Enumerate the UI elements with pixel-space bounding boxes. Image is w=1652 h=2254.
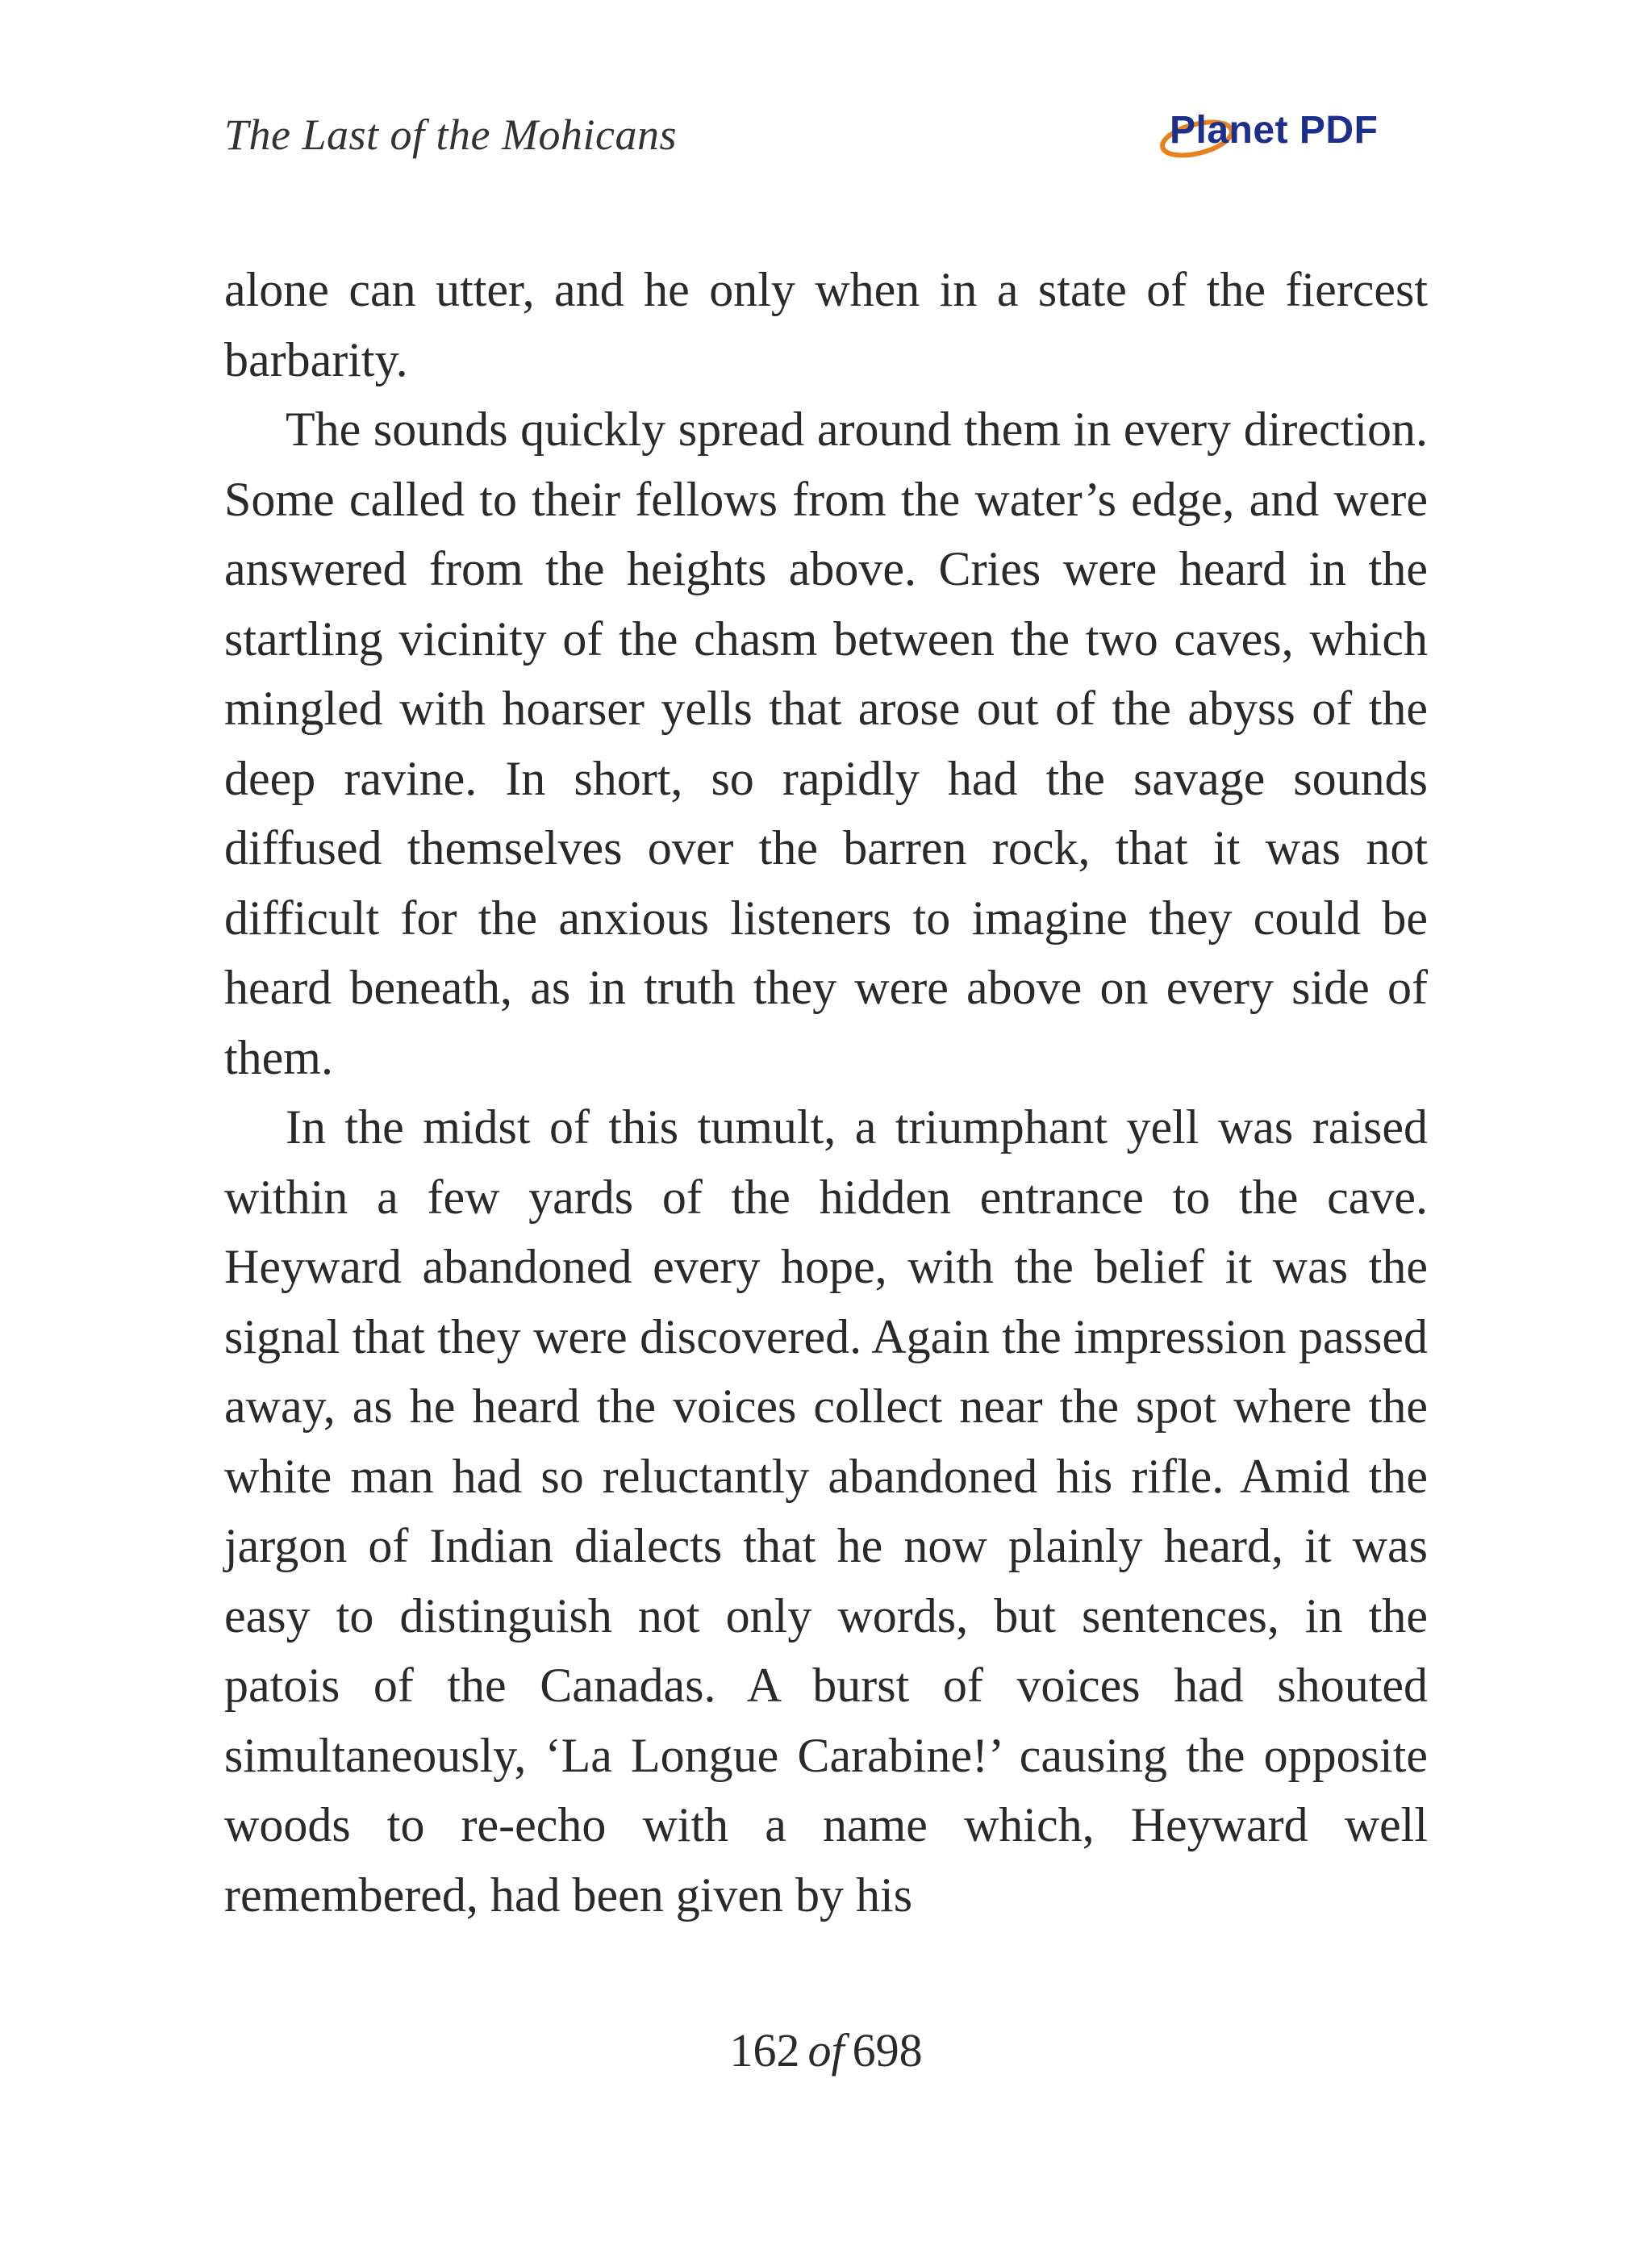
paragraph: In the midst of this tumult, a triumphant yell was raised within a few yards of the hidden entrance to the cave. Heyward abandoned every hope, with the belief it was the signal that they were discovered. Again the impression passed away, as he heard the voices collect near the spot where the white man had so reluctantly abandoned his rifle. Amid the jargon of Indian dialects that he now plainly heard, it was easy to distinguish not only words, but sentences, in the patois of the Canadas. A burst of voices had shouted simultaneously, ‘La Longue Carabine!’ causing the opposite woods to re-echo with a name which, Heyward well remembered, had been given by his	[224, 1100, 1428, 1922]
page-header	[224, 103, 1428, 176]
logo-text: Planet PDF	[1170, 109, 1379, 152]
book-title: The Last of the Mohicans	[224, 111, 677, 159]
page-of-label: of	[807, 2024, 845, 2077]
page-number	[0, 2023, 1652, 2077]
paragraph: alone can utter, and he only when in a state of the fiercest barbarity.	[224, 263, 1428, 386]
planet-pdf-logo	[1150, 103, 1416, 171]
paragraph: The sounds quickly spread around them in every direction. Some called to their fellows from the water’s edge, and were answered from the heights above. Cries were heard in the startling vicinity of the chasm between the two caves, which mingled with hoarser yells that arose out of the abyss of the deep ravine. In short, so rapidly had the savage sounds diffused themselves over the barren rock, that it was not difficult for the anxious listeners to imagine they could be heard beneath, as in truth they were above on every side of them.	[224, 403, 1428, 1084]
total-pages-number: 698	[852, 2024, 923, 2077]
current-page-number: 162	[729, 2024, 800, 2077]
body-text	[224, 255, 1428, 1930]
